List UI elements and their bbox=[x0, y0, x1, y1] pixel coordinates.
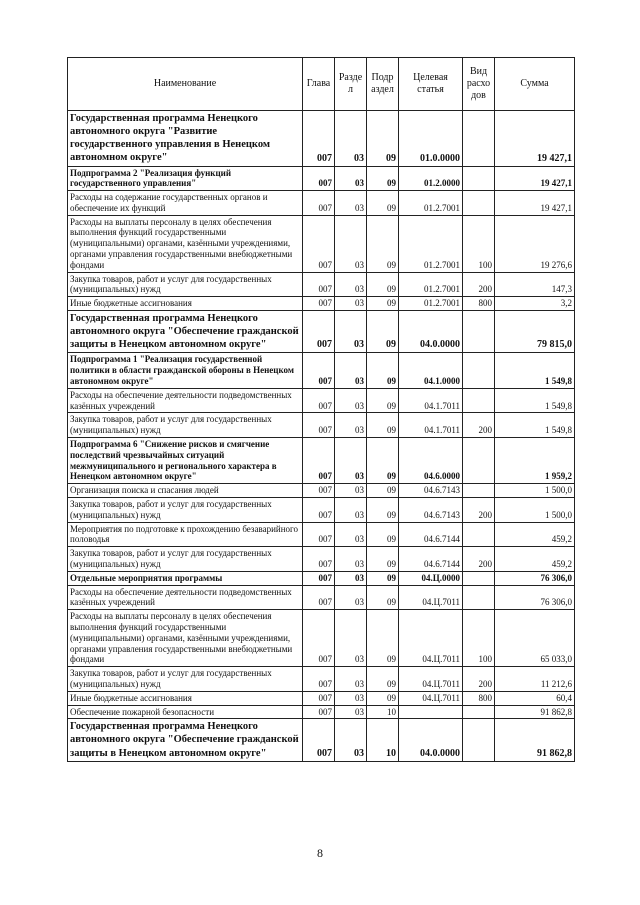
table-row bbox=[68, 438, 575, 484]
cell-chapter: 007 bbox=[303, 498, 335, 523]
cell-subsection: 09 bbox=[367, 484, 399, 498]
cell-section: 03 bbox=[335, 719, 367, 761]
cell-kind: 800 bbox=[463, 297, 495, 311]
table-row bbox=[68, 388, 575, 413]
cell-target: 04.1.7011 bbox=[399, 413, 463, 438]
cell-section: 03 bbox=[335, 484, 367, 498]
cell-section: 03 bbox=[335, 498, 367, 523]
table-row bbox=[68, 272, 575, 297]
cell-target: 04.Ц.7011 bbox=[399, 585, 463, 610]
cell-chapter: 007 bbox=[303, 111, 335, 167]
table-row bbox=[68, 705, 575, 719]
cell-kind: 200 bbox=[463, 413, 495, 438]
cell-kind bbox=[463, 438, 495, 484]
cell-name: Закупка товаров, работ и услуг для государственных (муниципальных) нужд bbox=[68, 547, 303, 572]
cell-sum: 19 427,1 bbox=[495, 191, 575, 216]
cell-section: 03 bbox=[335, 667, 367, 692]
cell-subsection: 09 bbox=[367, 547, 399, 572]
header-kind: Вид расхо дов bbox=[463, 58, 495, 111]
cell-section: 03 bbox=[335, 705, 367, 719]
cell-sum: 60,4 bbox=[495, 691, 575, 705]
header-sum: Сумма bbox=[495, 58, 575, 111]
cell-section: 03 bbox=[335, 311, 367, 353]
cell-chapter: 007 bbox=[303, 272, 335, 297]
cell-kind: 800 bbox=[463, 691, 495, 705]
cell-chapter: 007 bbox=[303, 667, 335, 692]
table-row bbox=[68, 191, 575, 216]
cell-target: 04.6.0000 bbox=[399, 438, 463, 484]
cell-sum: 11 212,6 bbox=[495, 667, 575, 692]
cell-target: 04.Ц.7011 bbox=[399, 667, 463, 692]
cell-name: Закупка товаров, работ и услуг для государственных (муниципальных) нужд bbox=[68, 272, 303, 297]
cell-target: 01.2.7001 bbox=[399, 215, 463, 272]
cell-target: 01.2.7001 bbox=[399, 272, 463, 297]
cell-target: 01.2.0000 bbox=[399, 166, 463, 191]
cell-chapter: 007 bbox=[303, 215, 335, 272]
table-row bbox=[68, 215, 575, 272]
table-row bbox=[68, 719, 575, 761]
budget-table bbox=[67, 57, 575, 762]
cell-kind bbox=[463, 166, 495, 191]
cell-section: 03 bbox=[335, 166, 367, 191]
cell-kind bbox=[463, 705, 495, 719]
cell-name: Расходы на обеспечение деятельности подведомственных казённых учреждений bbox=[68, 388, 303, 413]
cell-name: Обеспечение пожарной безопасности bbox=[68, 705, 303, 719]
cell-subsection: 09 bbox=[367, 166, 399, 191]
cell-subsection: 09 bbox=[367, 111, 399, 167]
table-row bbox=[68, 353, 575, 388]
cell-target: 04.1.0000 bbox=[399, 353, 463, 388]
cell-section: 03 bbox=[335, 547, 367, 572]
cell-kind bbox=[463, 522, 495, 547]
cell-sum: 76 306,0 bbox=[495, 585, 575, 610]
cell-kind bbox=[463, 311, 495, 353]
cell-kind bbox=[463, 353, 495, 388]
cell-subsection: 09 bbox=[367, 691, 399, 705]
table-row bbox=[68, 571, 575, 585]
cell-sum: 65 033,0 bbox=[495, 610, 575, 667]
cell-section: 03 bbox=[335, 388, 367, 413]
cell-subsection: 09 bbox=[367, 191, 399, 216]
header-section: Разде л bbox=[335, 58, 367, 111]
cell-subsection: 09 bbox=[367, 413, 399, 438]
cell-chapter: 007 bbox=[303, 719, 335, 761]
cell-sum: 147,3 bbox=[495, 272, 575, 297]
header-subsection: Подр аздел bbox=[367, 58, 399, 111]
cell-subsection: 09 bbox=[367, 388, 399, 413]
cell-name: Организация поиска и спасания людей bbox=[68, 484, 303, 498]
cell-name: Расходы на содержание государственных органов и обеспечение их функций bbox=[68, 191, 303, 216]
cell-kind bbox=[463, 719, 495, 761]
cell-kind bbox=[463, 191, 495, 216]
table-row bbox=[68, 522, 575, 547]
cell-target: 04.Ц.7011 bbox=[399, 691, 463, 705]
table-row bbox=[68, 498, 575, 523]
cell-chapter: 007 bbox=[303, 610, 335, 667]
cell-target: 04.1.7011 bbox=[399, 388, 463, 413]
cell-chapter: 007 bbox=[303, 571, 335, 585]
cell-chapter: 007 bbox=[303, 585, 335, 610]
cell-sum: 91 862,8 bbox=[495, 719, 575, 761]
cell-chapter: 007 bbox=[303, 413, 335, 438]
table-row bbox=[68, 166, 575, 191]
cell-sum: 1 549,8 bbox=[495, 413, 575, 438]
cell-section: 03 bbox=[335, 691, 367, 705]
cell-name: Расходы на обеспечение деятельности подведомственных казённых учреждений bbox=[68, 585, 303, 610]
cell-target: 04.Ц.7011 bbox=[399, 610, 463, 667]
cell-target: 04.6.7144 bbox=[399, 522, 463, 547]
cell-subsection: 09 bbox=[367, 353, 399, 388]
table-row bbox=[68, 667, 575, 692]
cell-subsection: 09 bbox=[367, 571, 399, 585]
cell-sum: 459,2 bbox=[495, 522, 575, 547]
cell-sum: 3,2 bbox=[495, 297, 575, 311]
cell-subsection: 09 bbox=[367, 272, 399, 297]
cell-chapter: 007 bbox=[303, 522, 335, 547]
table-header-row bbox=[68, 58, 575, 111]
cell-section: 03 bbox=[335, 191, 367, 216]
header-target: Целевая статья bbox=[399, 58, 463, 111]
cell-target: 04.6.7144 bbox=[399, 547, 463, 572]
cell-section: 03 bbox=[335, 522, 367, 547]
table-row bbox=[68, 111, 575, 167]
cell-section: 03 bbox=[335, 438, 367, 484]
cell-target: 04.6.7143 bbox=[399, 498, 463, 523]
cell-target: 04.0.0000 bbox=[399, 719, 463, 761]
cell-target: 04.6.7143 bbox=[399, 484, 463, 498]
cell-name: Закупка товаров, работ и услуг для государственных (муниципальных) нужд bbox=[68, 667, 303, 692]
cell-sum: 79 815,0 bbox=[495, 311, 575, 353]
table-row bbox=[68, 547, 575, 572]
cell-kind: 200 bbox=[463, 667, 495, 692]
table-body bbox=[68, 111, 575, 762]
cell-kind bbox=[463, 585, 495, 610]
header-name: Наименование bbox=[68, 58, 303, 111]
cell-sum: 1 500,0 bbox=[495, 498, 575, 523]
cell-section: 03 bbox=[335, 585, 367, 610]
cell-chapter: 007 bbox=[303, 691, 335, 705]
header-chapter: Глава bbox=[303, 58, 335, 111]
table-row bbox=[68, 691, 575, 705]
cell-chapter: 007 bbox=[303, 353, 335, 388]
cell-subsection: 09 bbox=[367, 585, 399, 610]
cell-name: Иные бюджетные ассигнования bbox=[68, 691, 303, 705]
cell-subsection: 09 bbox=[367, 610, 399, 667]
cell-name: Подпрограмма 2 "Реализация функций государственного управления" bbox=[68, 166, 303, 191]
cell-kind: 200 bbox=[463, 547, 495, 572]
cell-kind bbox=[463, 571, 495, 585]
cell-name: Подпрограмма 6 "Снижение рисков и смягчение последствий чрезвычайных ситуаций межмуниципального и регионального характера в Ненецком автономном округе" bbox=[68, 438, 303, 484]
cell-chapter: 007 bbox=[303, 705, 335, 719]
cell-name: Расходы на выплаты персоналу в целях обеспечения выполнения функций государственными (муниципальными) органами, казёнными учреждениями, органами управления государственными внебюджетными фондами bbox=[68, 215, 303, 272]
cell-name: Государственная программа Ненецкого автономного округа "Обеспечение гражданской защиты в Ненецком автономном округе" bbox=[68, 719, 303, 761]
cell-name: Закупка товаров, работ и услуг для государственных (муниципальных) нужд bbox=[68, 498, 303, 523]
cell-name: Расходы на выплаты персоналу в целях обеспечения выполнения функций государственными (муниципальными) органами, казёнными учреждениями, органами управления государственными внебюджетными фондами bbox=[68, 610, 303, 667]
cell-kind bbox=[463, 484, 495, 498]
cell-name: Государственная программа Ненецкого автономного округа "Обеспечение гражданской защиты в Ненецком автономном округе" bbox=[68, 311, 303, 353]
cell-chapter: 007 bbox=[303, 547, 335, 572]
cell-section: 03 bbox=[335, 610, 367, 667]
cell-target: 01.0.0000 bbox=[399, 111, 463, 167]
cell-name: Закупка товаров, работ и услуг для государственных (муниципальных) нужд bbox=[68, 413, 303, 438]
cell-kind bbox=[463, 111, 495, 167]
cell-section: 03 bbox=[335, 272, 367, 297]
cell-sum: 19 427,1 bbox=[495, 166, 575, 191]
cell-sum: 19 276,6 bbox=[495, 215, 575, 272]
cell-section: 03 bbox=[335, 353, 367, 388]
cell-sum: 91 862,8 bbox=[495, 705, 575, 719]
cell-subsection: 10 bbox=[367, 705, 399, 719]
cell-target: 04.0.0000 bbox=[399, 311, 463, 353]
cell-kind: 100 bbox=[463, 215, 495, 272]
cell-section: 03 bbox=[335, 111, 367, 167]
cell-target: 04.Ц.0000 bbox=[399, 571, 463, 585]
cell-subsection: 09 bbox=[367, 215, 399, 272]
table-row bbox=[68, 311, 575, 353]
cell-sum: 19 427,1 bbox=[495, 111, 575, 167]
cell-chapter: 007 bbox=[303, 191, 335, 216]
cell-name: Мероприятия по подготовке к прохождению безаварийного половодья bbox=[68, 522, 303, 547]
cell-section: 03 bbox=[335, 297, 367, 311]
cell-name: Государственная программа Ненецкого автономного округа "Развитие государственного управления в Ненецком автономном округе" bbox=[68, 111, 303, 167]
table-row bbox=[68, 585, 575, 610]
cell-target: 01.2.7001 bbox=[399, 297, 463, 311]
cell-section: 03 bbox=[335, 571, 367, 585]
cell-target bbox=[399, 705, 463, 719]
cell-subsection: 09 bbox=[367, 311, 399, 353]
cell-chapter: 007 bbox=[303, 438, 335, 484]
cell-sum: 1 500,0 bbox=[495, 484, 575, 498]
cell-section: 03 bbox=[335, 215, 367, 272]
table-row bbox=[68, 413, 575, 438]
cell-chapter: 007 bbox=[303, 311, 335, 353]
cell-kind bbox=[463, 388, 495, 413]
cell-sum: 1 549,8 bbox=[495, 388, 575, 413]
cell-subsection: 09 bbox=[367, 498, 399, 523]
cell-subsection: 09 bbox=[367, 522, 399, 547]
cell-sum: 1 549,8 bbox=[495, 353, 575, 388]
cell-subsection: 10 bbox=[367, 719, 399, 761]
cell-chapter: 007 bbox=[303, 388, 335, 413]
cell-kind: 200 bbox=[463, 272, 495, 297]
cell-name: Отдельные мероприятия программы bbox=[68, 571, 303, 585]
cell-kind: 100 bbox=[463, 610, 495, 667]
cell-chapter: 007 bbox=[303, 297, 335, 311]
cell-target: 01.2.7001 bbox=[399, 191, 463, 216]
cell-subsection: 09 bbox=[367, 297, 399, 311]
cell-section: 03 bbox=[335, 413, 367, 438]
page-number: 8 bbox=[317, 846, 323, 860]
cell-kind: 200 bbox=[463, 498, 495, 523]
cell-subsection: 09 bbox=[367, 438, 399, 484]
cell-sum: 76 306,0 bbox=[495, 571, 575, 585]
cell-chapter: 007 bbox=[303, 484, 335, 498]
table-row bbox=[68, 610, 575, 667]
cell-subsection: 09 bbox=[367, 667, 399, 692]
cell-sum: 459,2 bbox=[495, 547, 575, 572]
cell-name: Подпрограмма 1 "Реализация государственной политики в области гражданской обороны в Ненецком автономном округе" bbox=[68, 353, 303, 388]
cell-chapter: 007 bbox=[303, 166, 335, 191]
cell-sum: 1 959,2 bbox=[495, 438, 575, 484]
table-row bbox=[68, 484, 575, 498]
cell-name: Иные бюджетные ассигнования bbox=[68, 297, 303, 311]
table-row bbox=[68, 297, 575, 311]
